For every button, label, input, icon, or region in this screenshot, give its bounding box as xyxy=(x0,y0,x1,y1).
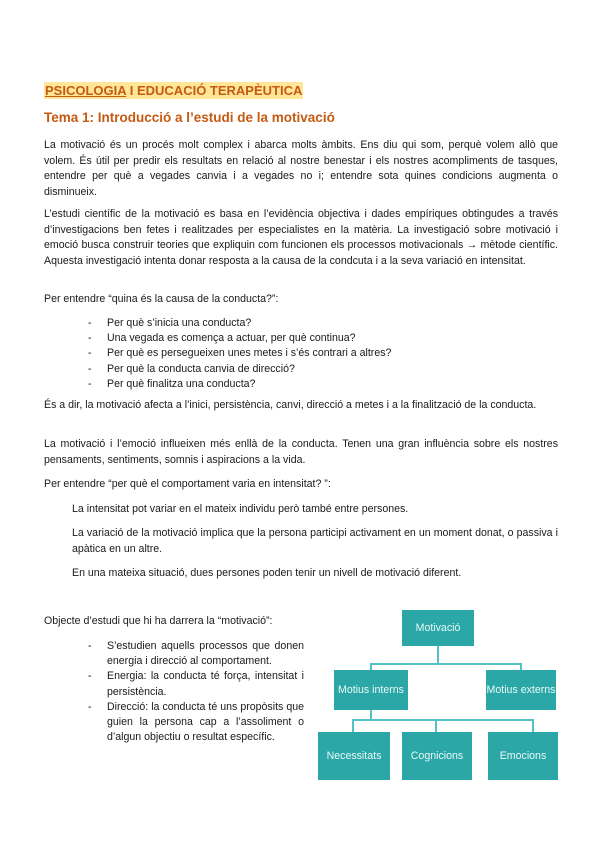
paragraph-1: La motivació és un procés molt complex i abarca molts àmbits. Ens diu qui som, perquè volem allò que volem. És útil per predir els resultats en relació al nostre benestar i els nostres acompliments de tasques, entendre per què a vegades canvia i a vegades no i; entendre sota quines condicions augmenta o disminueix. xyxy=(44,139,558,198)
connector-line xyxy=(435,719,437,733)
node-necessitats: Necessitats xyxy=(318,732,390,780)
study-object-list xyxy=(88,639,304,745)
list-item: - Direcció: la conducta té uns propòsits que guien la persona cap a l’assoliment o d’algun objectiu o resultat específic. xyxy=(88,700,304,746)
paragraph-8: La variació de la motivació implica que la persona participi activament en un moment donat, o passiva i apàtica en un altre. xyxy=(72,527,558,555)
paragraph-7: La intensitat pot variar en el mateix individu però també entre persones. xyxy=(72,503,409,515)
list-item: - Per què es persegueixen unes metes i s’és contrari a altres? xyxy=(88,346,391,361)
list-item: - Per què la conducta canvia de direcció? xyxy=(88,362,391,377)
node-motivacio: Motivació xyxy=(402,610,474,646)
paragraph-5: La motivació i l’emoció influeixen més enllà de la conducta. Tenen una gran influència sobre els nostres pensaments, sentiments, somnis i aspiracions a la vida. xyxy=(44,438,558,466)
node-emocions: Emocions xyxy=(488,732,558,780)
node-motius-interns: Motius interns xyxy=(334,670,408,710)
list-item: - Energia: la conducta té força, intensitat i persistència. xyxy=(88,669,304,699)
node-motius-externs: Motius externs xyxy=(486,670,556,710)
topic-title: Tema 1: Introducció a l’estudi de la motivació xyxy=(44,110,335,125)
connector-line xyxy=(437,644,439,664)
motivation-diagram xyxy=(318,606,558,784)
list-item: - Una vegada es comença a actuar, per què continua? xyxy=(88,331,391,346)
list-item: - Per què s’inicia una conducta? xyxy=(88,316,391,331)
connector-line xyxy=(532,719,534,733)
connector-line xyxy=(352,719,354,733)
course-header-part2: I EDUCACIÓ TERAPÈUTICA xyxy=(126,83,303,98)
node-cognicions: Cognicions xyxy=(402,732,472,780)
paragraph-2: L’estudi científic de la motivació es basa en l’evidència objectiva i dades empíriques obtingudes a través d’investigacions ben fetes i realitzades per especialistes en la matèria. La investigació sobre motivació i emoció busca construir teories que expliquin com funcionen els processos motivacionals → mètode científic. Aquesta investigació intenta donar resposta a la causa de la condcuta i a la seva variació en intensitat. xyxy=(44,208,558,267)
connector-line xyxy=(370,663,522,665)
list-item: - Per què finalitza una conducta? xyxy=(88,377,391,392)
connector-line xyxy=(352,719,534,721)
list-item: - S’estudien aquells processos que donen energia i direcció al comportament. xyxy=(88,639,304,669)
course-header xyxy=(44,82,303,99)
paragraph-3: Per entendre “quina és la causa de la conducta?”: xyxy=(44,293,279,305)
paragraph-6: Per entendre “per què el comportament varia en intensitat? ”: xyxy=(44,478,331,490)
paragraph-9: En una mateixa situació, dues persones poden tenir un nivell de motivació diferent. xyxy=(72,567,462,579)
paragraph-10: Objecte d’estudi que hi ha darrera la “motivació”: xyxy=(44,615,273,627)
course-header-part1: PSICOLOGIA xyxy=(45,83,127,98)
paragraph-4: És a dir, la motivació afecta a l’inici, persistència, canvi, direcció a metes i a la finalització de la conducta. xyxy=(44,399,537,411)
cause-questions-list xyxy=(88,316,391,392)
